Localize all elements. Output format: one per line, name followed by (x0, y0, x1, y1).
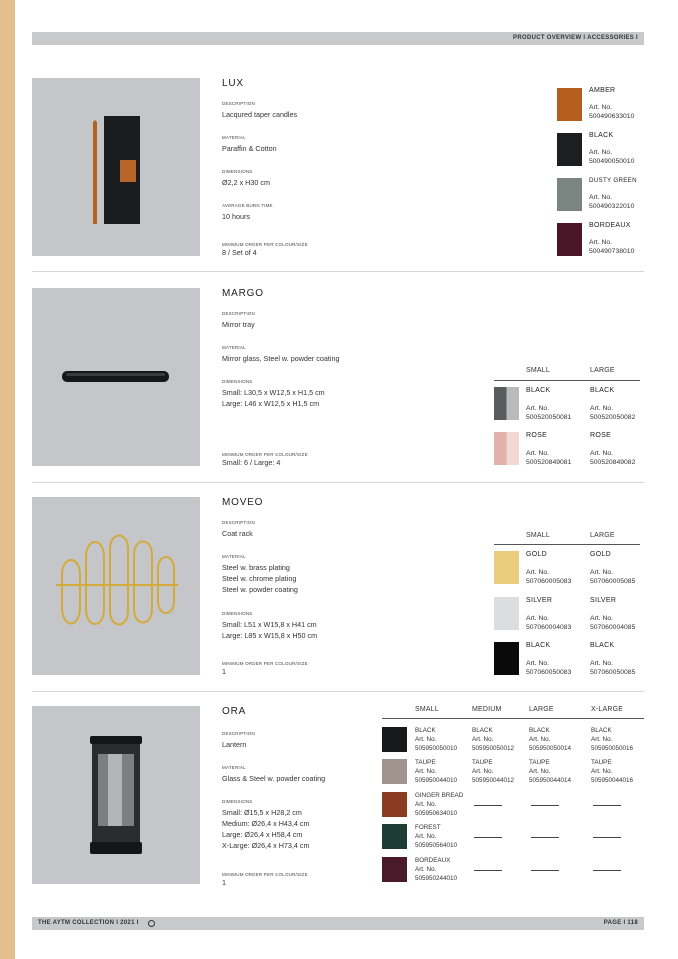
ora-art-number: 505950044012 (472, 777, 515, 784)
ora-art-number: 505950634010 (415, 810, 458, 817)
not-available-dash (531, 837, 559, 838)
margo-dimensions-label: DIMENSIONS (222, 379, 253, 384)
size-header-small: SMALL (526, 367, 550, 374)
footer-page-number: PAGE I 118 (603, 920, 638, 926)
lux-dimensions-label: DIMENSIONS (222, 169, 253, 174)
ora-colour-name: BORDEAUX (415, 857, 451, 864)
moveo-swatch-silver (494, 597, 519, 630)
page-footer-bar (32, 917, 644, 930)
moveo-small-art-label: Art. No. (526, 615, 550, 622)
ora-art-label: Art. No. (529, 736, 551, 743)
lux-burn-label: AVERAGE BURN TIME (222, 203, 273, 208)
margo-small-art-number: 500520050081 (526, 414, 572, 421)
lux-swatch-amber (557, 88, 582, 121)
lux-art-label: Art. No. (589, 239, 613, 246)
lux-colour-name: DUSTY GREEN (589, 177, 637, 184)
product-margo (32, 288, 644, 468)
ora-colour-name: TAUPE (529, 759, 550, 766)
ora-art-number: 505950044014 (529, 777, 572, 784)
size-header-small: SMALL (415, 706, 439, 713)
ora-colour-name: BLACK (591, 727, 612, 734)
margo-description: Mirror tray (222, 320, 255, 329)
not-available-dash (593, 870, 621, 871)
lux-material: Paraffin & Cotton (222, 144, 277, 153)
not-available-dash (474, 870, 502, 871)
size-header-rule (382, 718, 644, 719)
product-ora (32, 706, 644, 886)
ora-swatch (382, 857, 407, 882)
ora-art-number: 505950044010 (415, 777, 458, 784)
footer-collection-text: THE AYTM COLLECTION I 2021 I (38, 920, 139, 926)
size-header-large: LARGE (590, 532, 615, 539)
lux-art-label: Art. No. (589, 149, 613, 156)
moveo-swatch-gold (494, 551, 519, 584)
moveo-small-art-number: 507060050083 (526, 669, 572, 676)
not-available-dash (593, 837, 621, 838)
lux-candles-image (32, 78, 200, 256)
margo-material: Mirror glass, Steel w. powder coating (222, 354, 340, 363)
ora-dimensions-large: Large: Ø26,4 x H58,4 cm (222, 830, 303, 839)
ora-art-number: 505950564010 (415, 842, 458, 849)
moveo-large-art-label: Art. No. (590, 615, 614, 622)
margo-large-art-number: 500520050082 (590, 414, 636, 421)
lux-description: Lacqured taper candles (222, 110, 298, 119)
lux-colour-name: AMBER (589, 87, 616, 94)
ora-art-number: 505950050012 (472, 745, 515, 752)
margo-small-art-number: 500520849081 (526, 459, 572, 466)
ora-dimensions-label: DIMENSIONS (222, 799, 253, 804)
lux-title: LUX (222, 78, 244, 89)
ora-art-label: Art. No. (415, 736, 437, 743)
lux-swatch-black (557, 133, 582, 166)
moveo-large-colour-name: SILVER (590, 597, 617, 604)
margo-large-colour-name: ROSE (590, 432, 612, 439)
moveo-small-colour-name: BLACK (526, 642, 551, 649)
ora-moq: 1 (222, 878, 226, 887)
lux-art-number: 500490322010 (589, 203, 635, 210)
moveo-small-colour-name: SILVER (526, 597, 553, 604)
moveo-coat-rack-image (32, 497, 200, 675)
margo-title: MARGO (222, 288, 264, 299)
margo-tray-image (32, 288, 200, 466)
ora-art-number: 505950044016 (591, 777, 634, 784)
lux-art-number: 500490738010 (589, 248, 635, 255)
brand-logo-icon (148, 920, 155, 927)
ora-material-label: MATERIAL (222, 765, 246, 770)
moveo-material-label: MATERIAL (222, 554, 246, 559)
ora-swatch (382, 792, 407, 817)
margo-moq: Small: 6 / Large: 4 (222, 458, 281, 467)
ora-colour-name: FOREST (415, 824, 441, 831)
margo-large-art-label: Art. No. (590, 405, 614, 412)
moveo-small-art-label: Art. No. (526, 569, 550, 576)
ora-dimensions-medium: Medium: Ø26,4 x H43,4 cm (222, 819, 310, 828)
moveo-material-2: Steel w. chrome plating (222, 574, 297, 583)
side-accent-strip (0, 0, 15, 959)
lux-art-number: 500490050010 (589, 158, 635, 165)
ora-art-label: Art. No. (591, 768, 613, 775)
size-header-small: SMALL (526, 532, 550, 539)
lux-moq-label: MINIMUM ORDER PER COLOUR/SIZE (222, 242, 308, 247)
ora-swatch (382, 759, 407, 784)
not-available-dash (474, 805, 502, 806)
lux-swatch-dusty-green (557, 178, 582, 211)
ora-art-label: Art. No. (415, 768, 437, 775)
margo-material-label: MATERIAL (222, 345, 246, 350)
moveo-large-colour-name: BLACK (590, 642, 615, 649)
not-available-dash (531, 805, 559, 806)
ora-art-label: Art. No. (472, 768, 494, 775)
ora-art-label: Art. No. (415, 801, 437, 808)
ora-description-label: DESCRIPTION (222, 731, 255, 736)
ora-lantern-image (32, 706, 200, 884)
ora-colour-name: GINGER BREAD (415, 792, 464, 799)
ora-art-label: Art. No. (472, 736, 494, 743)
moveo-description-label: DESCRIPTION (222, 520, 255, 525)
moveo-dimensions-small: Small: L51 x W15,8 x H41 cm (222, 620, 317, 629)
ora-art-number: 505950050014 (529, 745, 572, 752)
moveo-large-art-label: Art. No. (590, 569, 614, 576)
ora-colour-name: TAUPE (472, 759, 493, 766)
margo-small-art-label: Art. No. (526, 450, 550, 457)
moveo-small-art-number: 507060004083 (526, 624, 572, 631)
lux-moq: 8 / Set of 4 (222, 248, 257, 257)
section-divider (32, 691, 644, 692)
moveo-large-art-number: 507060050085 (590, 669, 636, 676)
ora-swatch (382, 727, 407, 752)
margo-large-colour-name: BLACK (590, 387, 615, 394)
moveo-dimensions-large: Large: L85 x W15,8 x H50 cm (222, 631, 318, 640)
moveo-small-art-number: 507060005083 (526, 578, 572, 585)
ora-dimensions-xlarge: X-Large: Ø26,4 x H73,4 cm (222, 841, 310, 850)
moveo-small-colour-name: GOLD (526, 551, 548, 558)
ora-swatch (382, 824, 407, 849)
ora-colour-name: BLACK (472, 727, 493, 734)
ora-art-number: 505950244010 (415, 875, 458, 882)
moveo-material-3: Steel w. powder coating (222, 585, 298, 594)
margo-swatch-rose (494, 432, 519, 465)
ora-art-label: Art. No. (529, 768, 551, 775)
moveo-material-1: Steel w. brass plating (222, 563, 290, 572)
margo-large-art-label: Art. No. (590, 450, 614, 457)
ora-colour-name: BLACK (415, 727, 436, 734)
ora-photo (32, 706, 200, 884)
margo-small-art-label: Art. No. (526, 405, 550, 412)
not-available-dash (531, 870, 559, 871)
page-header-bar (32, 32, 644, 45)
ora-material: Glass & Steel w. powder coating (222, 774, 326, 783)
moveo-photo (32, 497, 200, 675)
lux-art-label: Art. No. (589, 104, 613, 111)
margo-swatch-black (494, 387, 519, 420)
moveo-moq: 1 (222, 667, 226, 676)
moveo-swatch-black (494, 642, 519, 675)
lux-swatch-bordeaux (557, 223, 582, 256)
margo-small-colour-name: ROSE (526, 432, 548, 439)
product-moveo (32, 497, 644, 677)
moveo-large-art-number: 507060005085 (590, 578, 636, 585)
moveo-large-art-label: Art. No. (590, 660, 614, 667)
size-header-xlarge: X-LARGE (591, 706, 624, 713)
not-available-dash (593, 805, 621, 806)
moveo-small-art-label: Art. No. (526, 660, 550, 667)
lux-material-label: MATERIAL (222, 135, 246, 140)
ora-description: Lantern (222, 740, 247, 749)
lux-art-label: Art. No. (589, 194, 613, 201)
ora-art-label: Art. No. (591, 736, 613, 743)
moveo-moq-label: MINIMUM ORDER PER COLOUR/SIZE (222, 661, 308, 666)
moveo-dimensions-label: DIMENSIONS (222, 611, 253, 616)
ora-title: ORA (222, 706, 247, 717)
lux-burn: 10 hours (222, 212, 250, 221)
ora-art-number: 505950050016 (591, 745, 634, 752)
moveo-title: MOVEO (222, 497, 264, 508)
moveo-description: Coat rack (222, 529, 253, 538)
margo-photo (32, 288, 200, 466)
ora-art-label: Art. No. (415, 866, 437, 873)
lux-description-label: DESCRIPTION (222, 101, 255, 106)
margo-dimensions-large: Large: L46 x W12,5 x H1,5 cm (222, 399, 320, 408)
moveo-large-art-number: 507060004085 (590, 624, 636, 631)
section-divider (32, 482, 644, 483)
page-header-text: PRODUCT OVERVIEW I ACCESSORIES I (513, 35, 638, 41)
margo-moq-label: MINIMUM ORDER PER COLOUR/SIZE (222, 452, 308, 457)
ora-colour-name: TAUPE (591, 759, 612, 766)
lux-colour-name: BLACK (589, 132, 614, 139)
lux-dimensions: Ø2,2 x H30 cm (222, 178, 270, 187)
lux-colour-name: BORDEAUX (589, 222, 631, 229)
ora-art-label: Art. No. (415, 833, 437, 840)
ora-colour-name: BLACK (529, 727, 550, 734)
ora-dimensions-small: Small: Ø15,5 x H28,2 cm (222, 808, 302, 817)
size-header-medium: MEDIUM (472, 706, 502, 713)
margo-description-label: DESCRIPTION (222, 311, 255, 316)
ora-moq-label: MINIMUM ORDER PER COLOUR/SIZE (222, 872, 308, 877)
margo-dimensions-small: Small: L30,5 x W12,5 x H1,5 cm (222, 388, 325, 397)
not-available-dash (474, 837, 502, 838)
lux-photo (32, 78, 200, 256)
size-header-rule (494, 380, 640, 381)
size-header-large: LARGE (590, 367, 615, 374)
margo-small-colour-name: BLACK (526, 387, 551, 394)
ora-art-number: 505950050010 (415, 745, 458, 752)
size-header-rule (494, 544, 640, 545)
size-header-large: LARGE (529, 706, 554, 713)
product-lux (32, 78, 644, 258)
section-divider (32, 271, 644, 272)
moveo-large-colour-name: GOLD (590, 551, 612, 558)
margo-large-art-number: 500520849082 (590, 459, 636, 466)
ora-colour-name: TAUPE (415, 759, 436, 766)
lux-art-number: 500490633010 (589, 113, 635, 120)
